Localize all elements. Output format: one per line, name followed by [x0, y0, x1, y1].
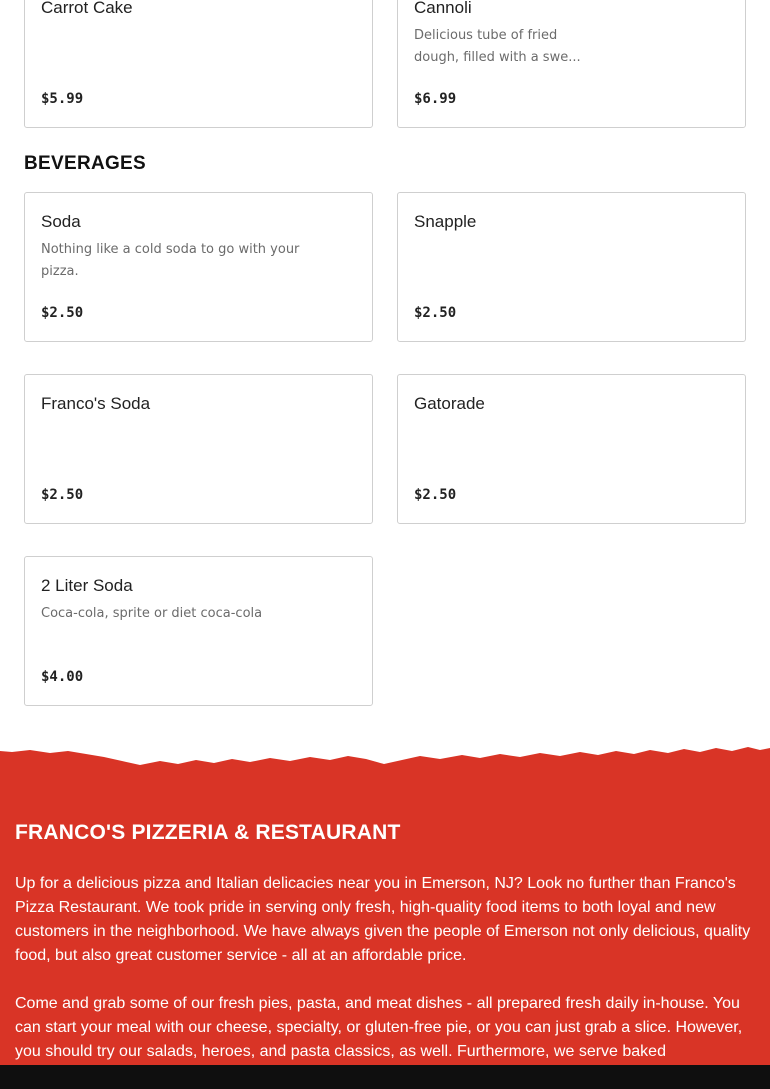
footer-about: [0, 742, 770, 1089]
footer-paragraph: Up for a delicious pizza and Italian delicacies near you in Emerson, NJ? Look no further than Franco's Pizza Restaurant. We took pride in serving only fresh, high-quality food items to both loyal and new customers in the neighborhood. We have always given the people of Emerson not only delicious, quality food, but also great customer service - all at an affordable price.: [15, 875, 751, 964]
menu-item-cannoli[interactable]: [397, 0, 746, 128]
menu-item-price: $2.50: [41, 487, 84, 503]
menu-item-name: Carrot Cake: [41, 0, 133, 17]
footer-paragraph: Come and grab some of our fresh pies, pasta, and meat dishes - all prepared fresh daily in-house. You can start your meal with our cheese, specialty, or gluten-free pie, or you can just grab a slice. However, you should try our salads, heroes, and pasta classics, as well. Furthermore, we serve baked: [15, 995, 743, 1060]
torn-edge-decoration: [0, 742, 770, 768]
menu-item-name: Snapple: [414, 212, 477, 231]
menu-item-2-liter-soda[interactable]: [24, 556, 373, 706]
menu-item-description: Coca-cola, sprite or diet coca-cola: [41, 606, 263, 621]
bottom-bar: [0, 1065, 770, 1089]
footer-title: FRANCO'S PIZZERIA & RESTAURANT: [15, 821, 401, 844]
menu-item-name: Franco's Soda: [41, 394, 151, 413]
menu-item-soda[interactable]: [24, 192, 373, 342]
menu-item-carrot-cake[interactable]: [24, 0, 373, 128]
menu-item-gatorade[interactable]: [397, 374, 746, 524]
menu-item-price: $2.50: [41, 305, 84, 321]
menu-item-francos-soda[interactable]: [24, 374, 373, 524]
menu-item-snapple[interactable]: [397, 192, 746, 342]
menu-item-price: $2.50: [414, 487, 457, 503]
menu-item-name: Soda: [41, 212, 81, 231]
menu-item-price: $4.00: [41, 669, 84, 685]
section-heading-beverages: BEVERAGES: [24, 153, 147, 174]
menu-item-name: Gatorade: [414, 394, 485, 413]
menu-item-price: $5.99: [41, 91, 84, 107]
menu-item-name: 2 Liter Soda: [41, 576, 133, 595]
menu-item-price: $2.50: [414, 305, 457, 321]
menu-item-description: Delicious tube of fried dough, filled with a swe...: [414, 28, 581, 65]
menu-item-description: Nothing like a cold soda to go with your pizza.: [41, 242, 300, 279]
menu-item-price: $6.99: [414, 91, 457, 107]
menu-item-name: Cannoli: [414, 0, 472, 17]
